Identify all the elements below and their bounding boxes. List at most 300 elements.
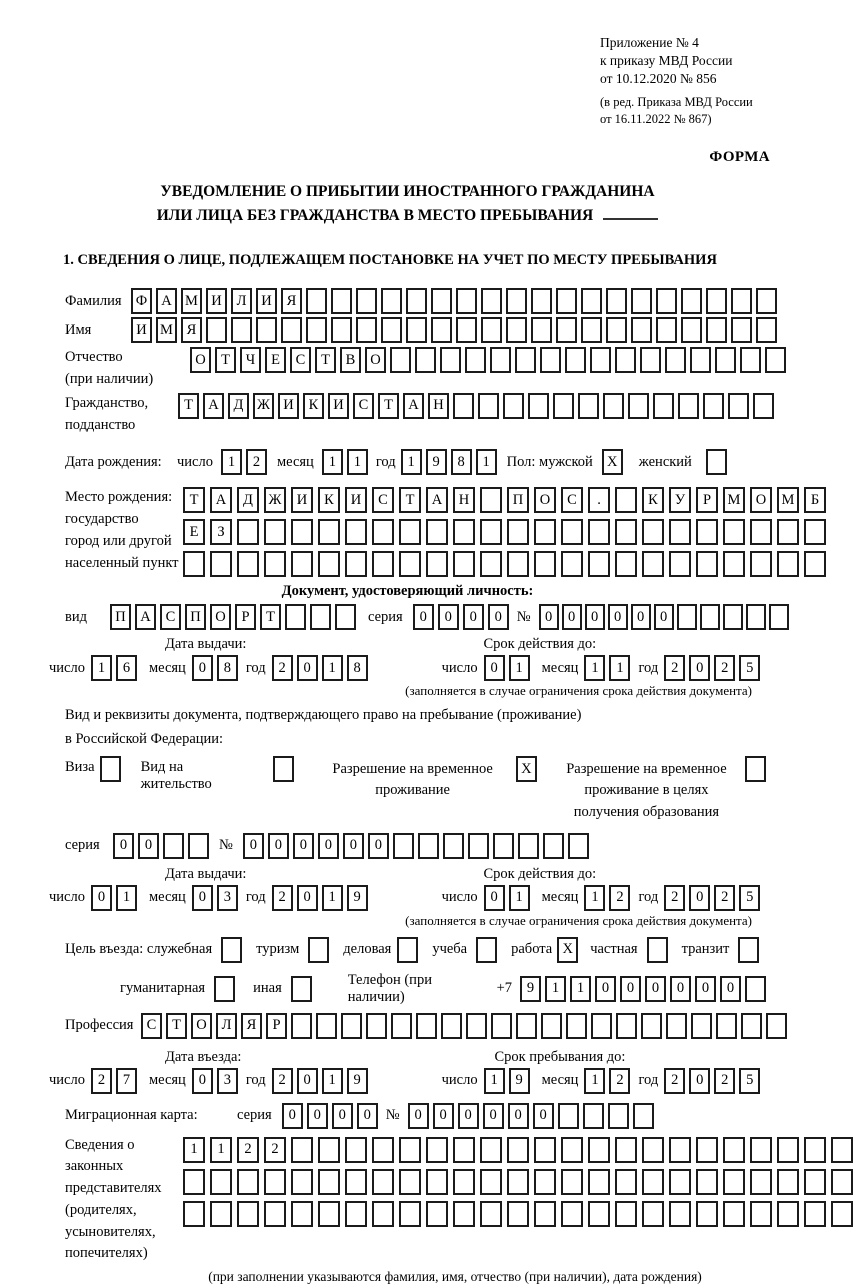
citizenship-cells[interactable] [178, 393, 778, 419]
cell[interactable]: Т [399, 487, 421, 513]
doc-number-cells[interactable] [539, 604, 792, 630]
cell[interactable] [390, 347, 411, 373]
cell[interactable] [647, 937, 668, 963]
cell[interactable] [345, 519, 367, 545]
cell[interactable] [558, 1103, 579, 1129]
doc-issue-month-cells[interactable] [192, 655, 242, 681]
other-checkbox[interactable] [291, 976, 316, 1002]
cell[interactable] [804, 1201, 826, 1227]
cell[interactable]: Т [183, 487, 205, 513]
res-valid-month-cells[interactable] [584, 885, 634, 911]
cell[interactable]: 1 [210, 1137, 232, 1163]
cell[interactable] [291, 976, 312, 1002]
cell[interactable]: 6 [116, 655, 137, 681]
cell[interactable] [490, 347, 511, 373]
cell[interactable]: 0 [654, 604, 674, 630]
cell[interactable]: 0 [297, 885, 318, 911]
cell[interactable] [291, 1013, 312, 1039]
cell[interactable] [561, 1201, 583, 1227]
cell[interactable] [633, 1103, 654, 1129]
cell[interactable]: А [426, 487, 448, 513]
cell[interactable]: М [723, 487, 745, 513]
cell[interactable] [588, 1169, 610, 1195]
cell[interactable] [591, 1013, 612, 1039]
cell[interactable] [491, 1013, 512, 1039]
res-number-cells[interactable] [243, 833, 593, 859]
cell[interactable] [264, 1169, 286, 1195]
cell[interactable]: 0 [585, 604, 605, 630]
cell[interactable] [356, 288, 377, 314]
cell[interactable] [210, 1201, 232, 1227]
cell[interactable]: 0 [508, 1103, 529, 1129]
legal-reps-cells-2[interactable] [183, 1169, 858, 1195]
cell[interactable]: 8 [451, 449, 472, 475]
cell[interactable]: П [110, 604, 131, 630]
cell[interactable] [578, 393, 599, 419]
cell[interactable]: 2 [714, 1068, 735, 1094]
visa-checkbox[interactable] [100, 756, 125, 782]
cell[interactable]: 0 [332, 1103, 353, 1129]
cell[interactable] [581, 317, 602, 343]
patronymic-cells[interactable] [190, 347, 790, 373]
cell[interactable]: 1 [476, 449, 497, 475]
doc-type-cells[interactable] [110, 604, 360, 630]
cell[interactable]: 2 [609, 885, 630, 911]
cell[interactable] [318, 1137, 340, 1163]
cell[interactable] [723, 1169, 745, 1195]
cell[interactable]: 9 [426, 449, 447, 475]
cell[interactable] [291, 551, 313, 577]
cell[interactable] [777, 519, 799, 545]
cell[interactable] [642, 1169, 664, 1195]
cell[interactable]: 0 [368, 833, 389, 859]
cell[interactable] [318, 519, 340, 545]
cell[interactable] [418, 833, 439, 859]
cell[interactable] [331, 288, 352, 314]
temp-permit-checkbox[interactable] [516, 756, 541, 782]
doc-valid-month-cells[interactable] [584, 655, 634, 681]
cell[interactable]: 0 [293, 833, 314, 859]
cell[interactable]: Т [166, 1013, 187, 1039]
cell[interactable] [381, 288, 402, 314]
cell[interactable] [669, 519, 691, 545]
cell[interactable] [372, 519, 394, 545]
cell[interactable] [318, 1201, 340, 1227]
cell[interactable]: 0 [695, 976, 716, 1002]
birth-place-cells-3[interactable] [183, 551, 831, 577]
cell[interactable]: Б [804, 487, 826, 513]
cell[interactable] [237, 551, 259, 577]
cell[interactable]: С [141, 1013, 162, 1039]
cell[interactable]: 8 [217, 655, 238, 681]
cell[interactable] [703, 393, 724, 419]
cell[interactable] [273, 756, 294, 782]
cell[interactable]: О [191, 1013, 212, 1039]
cell[interactable] [453, 519, 475, 545]
sex-female-checkbox[interactable] [706, 449, 731, 475]
cell[interactable]: 1 [609, 655, 630, 681]
birth-place-cells-2[interactable] [183, 519, 831, 545]
cell[interactable] [696, 1201, 718, 1227]
cell[interactable] [653, 393, 674, 419]
cell[interactable] [715, 347, 736, 373]
cell[interactable]: 0 [562, 604, 582, 630]
doc-issue-day-cells[interactable] [91, 655, 141, 681]
cell[interactable] [356, 317, 377, 343]
cell[interactable] [264, 519, 286, 545]
cell[interactable] [397, 937, 418, 963]
cell[interactable] [669, 1201, 691, 1227]
cell[interactable]: Д [237, 487, 259, 513]
phone-cells[interactable] [520, 976, 770, 1002]
cell[interactable]: 0 [433, 1103, 454, 1129]
cell[interactable] [183, 551, 205, 577]
cell[interactable] [518, 833, 539, 859]
cell[interactable] [731, 317, 752, 343]
cell[interactable] [723, 1201, 745, 1227]
cell[interactable] [696, 551, 718, 577]
cell[interactable] [507, 1137, 529, 1163]
cell[interactable]: 1 [584, 885, 605, 911]
cell[interactable]: 2 [272, 1068, 293, 1094]
cell[interactable]: 0 [689, 1068, 710, 1094]
cell[interactable]: А [203, 393, 224, 419]
cell[interactable]: 0 [307, 1103, 328, 1129]
cell[interactable] [426, 1169, 448, 1195]
cell[interactable]: С [290, 347, 311, 373]
cell[interactable]: У [669, 487, 691, 513]
private-checkbox[interactable] [647, 937, 672, 963]
cell[interactable] [231, 317, 252, 343]
cell[interactable]: 0 [318, 833, 339, 859]
cell[interactable]: Ж [253, 393, 274, 419]
cell[interactable] [480, 487, 502, 513]
cell[interactable]: В [340, 347, 361, 373]
cell[interactable] [534, 1169, 556, 1195]
cell[interactable] [716, 1013, 737, 1039]
cell[interactable] [588, 551, 610, 577]
cell[interactable] [431, 317, 452, 343]
cell[interactable] [831, 1137, 853, 1163]
cell[interactable] [372, 1201, 394, 1227]
cell[interactable] [406, 317, 427, 343]
cell[interactable]: 1 [484, 1068, 505, 1094]
cell[interactable] [183, 1201, 205, 1227]
cell[interactable] [476, 937, 497, 963]
cell[interactable] [310, 604, 331, 630]
cell[interactable]: Т [215, 347, 236, 373]
cell[interactable] [777, 1137, 799, 1163]
cell[interactable] [615, 347, 636, 373]
cell[interactable] [453, 1137, 475, 1163]
cell[interactable] [507, 1201, 529, 1227]
cell[interactable]: К [642, 487, 664, 513]
cell[interactable] [366, 1013, 387, 1039]
cell[interactable] [443, 833, 464, 859]
cell[interactable] [588, 1201, 610, 1227]
cell[interactable] [291, 519, 313, 545]
cell[interactable] [345, 1137, 367, 1163]
cell[interactable]: 0 [357, 1103, 378, 1129]
cell[interactable]: 2 [609, 1068, 630, 1094]
cell[interactable] [540, 347, 561, 373]
cell[interactable]: 2 [272, 885, 293, 911]
cell[interactable] [750, 1137, 772, 1163]
cell[interactable] [393, 833, 414, 859]
cell[interactable]: 1 [322, 655, 343, 681]
cell[interactable]: С [561, 487, 583, 513]
cell[interactable] [590, 347, 611, 373]
cell[interactable] [669, 551, 691, 577]
cell[interactable] [588, 519, 610, 545]
cell[interactable] [466, 1013, 487, 1039]
cell[interactable] [331, 317, 352, 343]
cell[interactable]: 0 [689, 885, 710, 911]
cell[interactable] [399, 519, 421, 545]
cell[interactable] [516, 1013, 537, 1039]
cell[interactable] [608, 1103, 629, 1129]
cell[interactable] [100, 756, 121, 782]
cell[interactable] [256, 317, 277, 343]
cell[interactable]: 1 [322, 885, 343, 911]
cell[interactable] [534, 1137, 556, 1163]
cell[interactable] [750, 1169, 772, 1195]
doc-series-cells[interactable] [413, 604, 513, 630]
cell[interactable] [237, 1169, 259, 1195]
cell[interactable] [506, 317, 527, 343]
cell[interactable]: 5 [739, 1068, 760, 1094]
cell[interactable]: Т [260, 604, 281, 630]
residence-permit-checkbox[interactable] [273, 756, 298, 782]
cell[interactable]: М [156, 317, 177, 343]
cell[interactable] [493, 833, 514, 859]
cell[interactable]: И [206, 288, 227, 314]
cell[interactable]: 2 [664, 885, 685, 911]
stay-day-cells[interactable] [484, 1068, 534, 1094]
cell[interactable] [210, 551, 232, 577]
cell[interactable] [306, 288, 327, 314]
cell[interactable]: 0 [484, 885, 505, 911]
cell[interactable] [723, 551, 745, 577]
cell[interactable]: Ч [240, 347, 261, 373]
res-issue-month-cells[interactable] [192, 885, 242, 911]
cell[interactable]: 2 [664, 1068, 685, 1094]
transit-checkbox[interactable] [738, 937, 763, 963]
cell[interactable] [507, 551, 529, 577]
cell[interactable] [750, 551, 772, 577]
cell[interactable] [615, 487, 637, 513]
cell[interactable] [681, 317, 702, 343]
cell[interactable] [678, 393, 699, 419]
cell[interactable]: 1 [183, 1137, 205, 1163]
cell[interactable] [372, 1169, 394, 1195]
cell[interactable]: 0 [297, 1068, 318, 1094]
cell[interactable] [515, 347, 536, 373]
cell[interactable]: 0 [91, 885, 112, 911]
cell[interactable] [741, 1013, 762, 1039]
cell[interactable] [541, 1013, 562, 1039]
cell[interactable] [669, 1137, 691, 1163]
cell[interactable] [831, 1201, 853, 1227]
cell[interactable] [665, 347, 686, 373]
cell[interactable]: 1 [91, 655, 112, 681]
cell[interactable]: Т [315, 347, 336, 373]
cell[interactable] [696, 1169, 718, 1195]
cell[interactable] [669, 1169, 691, 1195]
cell[interactable] [753, 393, 774, 419]
cell[interactable]: Я [181, 317, 202, 343]
cell[interactable] [723, 519, 745, 545]
cell[interactable]: 0 [438, 604, 459, 630]
cell[interactable]: 0 [689, 655, 710, 681]
cell[interactable]: 0 [595, 976, 616, 1002]
cell[interactable] [399, 1169, 421, 1195]
cell[interactable] [769, 604, 789, 630]
cell[interactable] [696, 519, 718, 545]
cell[interactable] [723, 604, 743, 630]
cell[interactable]: К [303, 393, 324, 419]
cell[interactable]: 9 [520, 976, 541, 1002]
birth-place-cells-1[interactable] [183, 487, 831, 513]
cell[interactable] [264, 551, 286, 577]
cell[interactable]: 0 [192, 885, 213, 911]
res-valid-day-cells[interactable] [484, 885, 534, 911]
cell[interactable] [746, 604, 766, 630]
cell[interactable]: М [181, 288, 202, 314]
cell[interactable] [345, 1169, 367, 1195]
cell[interactable] [642, 1201, 664, 1227]
cell[interactable] [731, 288, 752, 314]
cell[interactable] [615, 1137, 637, 1163]
cell[interactable] [561, 1169, 583, 1195]
cell[interactable]: 0 [484, 655, 505, 681]
cell[interactable]: С [353, 393, 374, 419]
cell[interactable] [531, 317, 552, 343]
entry-day-cells[interactable] [91, 1068, 141, 1094]
cell[interactable]: 0 [645, 976, 666, 1002]
cell[interactable] [453, 1201, 475, 1227]
cell[interactable]: 0 [192, 1068, 213, 1094]
cell[interactable]: А [135, 604, 156, 630]
temp-permit-edu-checkbox[interactable] [745, 756, 770, 782]
cell[interactable]: 0 [458, 1103, 479, 1129]
cell[interactable] [804, 551, 826, 577]
cell[interactable] [453, 551, 475, 577]
cell[interactable]: 5 [739, 885, 760, 911]
cell[interactable] [507, 1169, 529, 1195]
cell[interactable] [615, 551, 637, 577]
cell[interactable]: 1 [570, 976, 591, 1002]
cell[interactable] [481, 317, 502, 343]
cell[interactable] [456, 288, 477, 314]
cell[interactable] [264, 1201, 286, 1227]
cell[interactable] [756, 317, 777, 343]
birth-month-cells[interactable] [322, 449, 372, 475]
cell[interactable] [631, 317, 652, 343]
cell[interactable] [316, 1013, 337, 1039]
cell[interactable]: 0 [483, 1103, 504, 1129]
cell[interactable] [616, 1013, 637, 1039]
cell[interactable]: М [777, 487, 799, 513]
cell[interactable]: 9 [347, 885, 368, 911]
cell[interactable]: 0 [282, 1103, 303, 1129]
cell[interactable] [745, 756, 766, 782]
cell[interactable] [478, 393, 499, 419]
cell[interactable] [534, 519, 556, 545]
res-series-cells[interactable] [113, 833, 213, 859]
cell[interactable]: 1 [584, 1068, 605, 1094]
cell[interactable] [206, 317, 227, 343]
cell[interactable] [804, 1169, 826, 1195]
cell[interactable] [561, 551, 583, 577]
cell[interactable] [777, 1201, 799, 1227]
cell[interactable]: 9 [347, 1068, 368, 1094]
cell[interactable] [210, 1169, 232, 1195]
cell[interactable] [453, 1169, 475, 1195]
cell[interactable]: Я [241, 1013, 262, 1039]
cell[interactable] [756, 288, 777, 314]
profession-cells[interactable] [141, 1013, 791, 1039]
cell[interactable]: 0 [488, 604, 509, 630]
tourism-checkbox[interactable] [308, 937, 333, 963]
cell[interactable]: Р [235, 604, 256, 630]
cell[interactable] [606, 317, 627, 343]
cell[interactable]: . [588, 487, 610, 513]
cell[interactable] [221, 937, 242, 963]
cell[interactable]: И [328, 393, 349, 419]
cell[interactable] [399, 1137, 421, 1163]
cell[interactable] [503, 393, 524, 419]
res-issue-day-cells[interactable] [91, 885, 141, 911]
cell[interactable]: Е [265, 347, 286, 373]
cell[interactable]: Е [183, 519, 205, 545]
cell[interactable] [237, 519, 259, 545]
cell[interactable]: 1 [509, 655, 530, 681]
cell[interactable] [306, 317, 327, 343]
cell[interactable]: 2 [714, 655, 735, 681]
cell[interactable] [656, 288, 677, 314]
cell[interactable] [565, 347, 586, 373]
cell[interactable] [677, 604, 697, 630]
cell[interactable]: С [372, 487, 394, 513]
cell[interactable] [642, 519, 664, 545]
cell[interactable] [553, 393, 574, 419]
cell[interactable]: 1 [116, 885, 137, 911]
entry-month-cells[interactable] [192, 1068, 242, 1094]
cell[interactable]: 2 [714, 885, 735, 911]
cell[interactable] [480, 519, 502, 545]
name-cells[interactable] [131, 317, 781, 343]
cell[interactable]: А [210, 487, 232, 513]
entry-year-cells[interactable] [272, 1068, 372, 1094]
cell[interactable] [440, 347, 461, 373]
cell[interactable] [706, 288, 727, 314]
doc-issue-year-cells[interactable] [272, 655, 372, 681]
cell[interactable] [480, 1137, 502, 1163]
cell[interactable]: 0 [620, 976, 641, 1002]
cell[interactable] [406, 288, 427, 314]
cell[interactable] [766, 1013, 787, 1039]
cell[interactable] [588, 1137, 610, 1163]
work-checkbox[interactable] [557, 937, 582, 963]
cell[interactable] [561, 1137, 583, 1163]
cell[interactable] [603, 393, 624, 419]
cell[interactable]: И [291, 487, 313, 513]
cell[interactable]: 2 [264, 1137, 286, 1163]
cell[interactable]: И [345, 487, 367, 513]
cell[interactable] [291, 1169, 313, 1195]
cell[interactable]: 0 [670, 976, 691, 1002]
